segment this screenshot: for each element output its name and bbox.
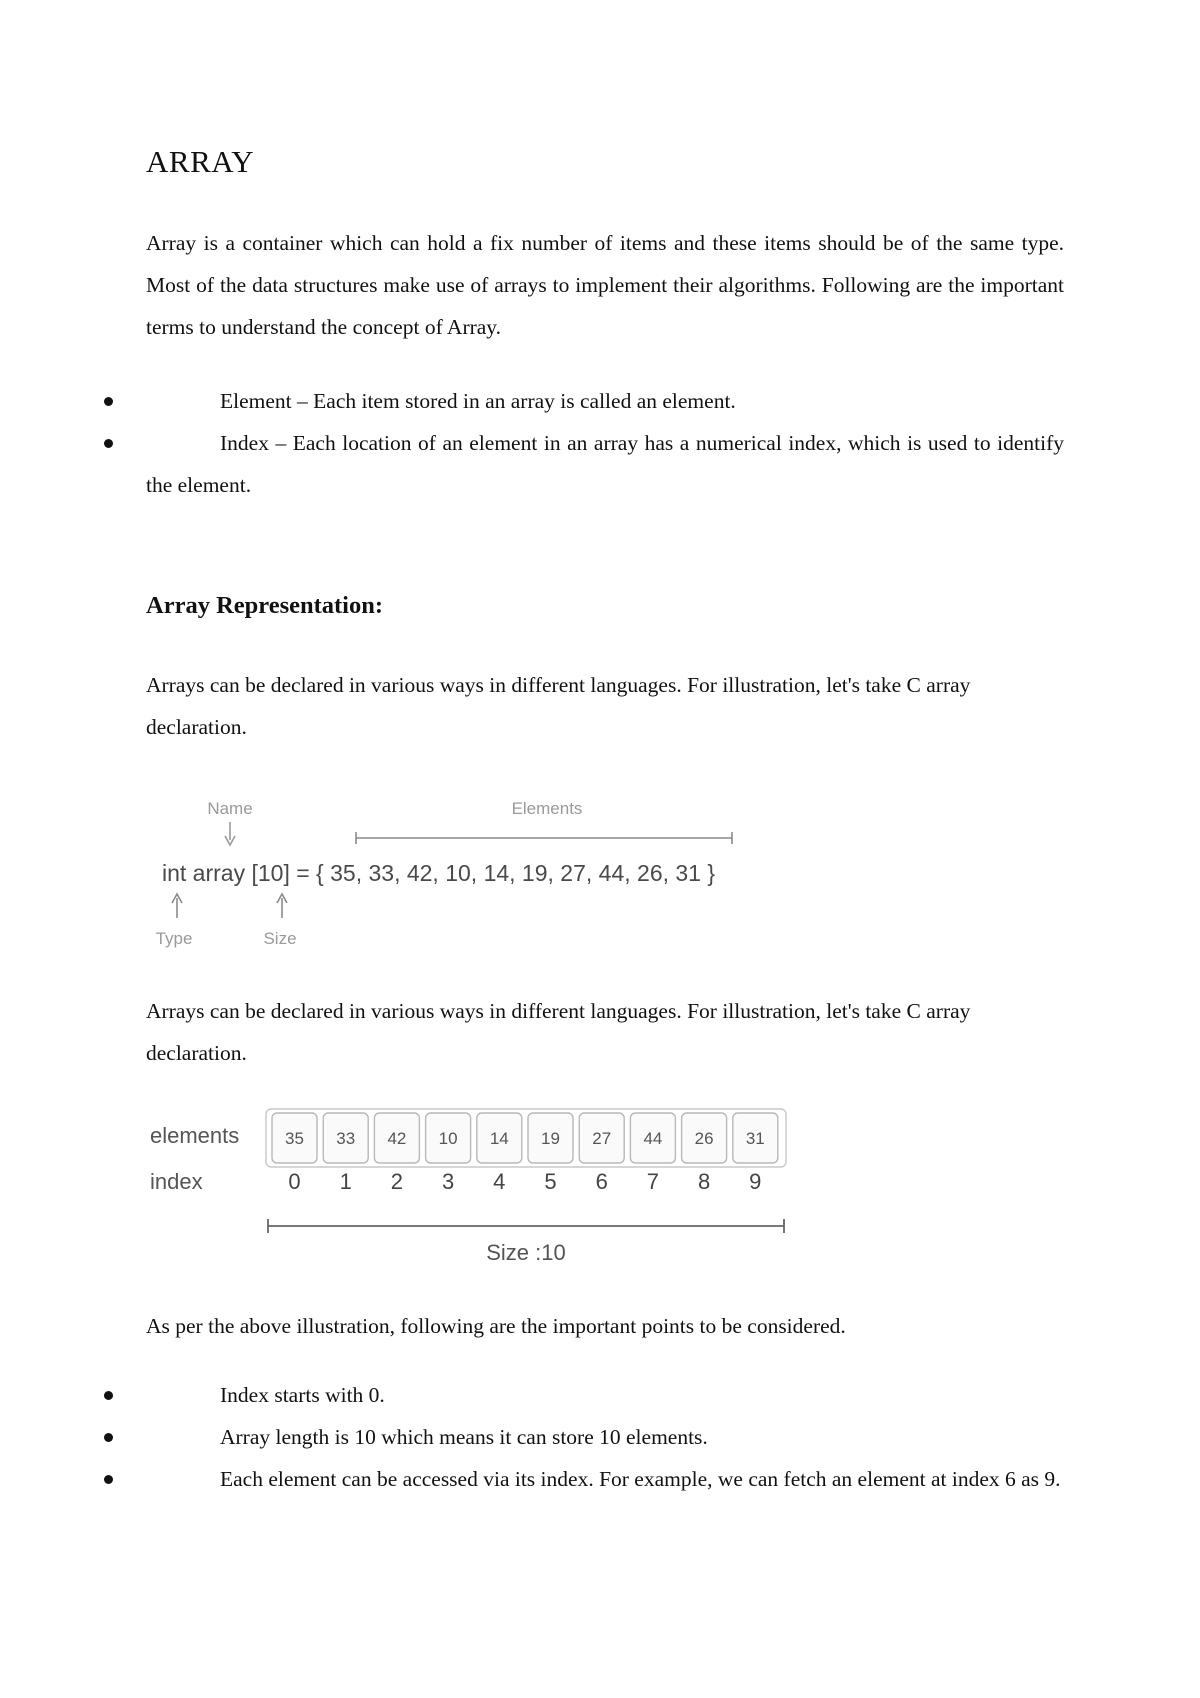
declaration-paragraph-2: Arrays can be declared in various ways in different languages. For illustration, let's take C array declaration. (146, 999, 971, 1065)
section-heading: Array Representation: (146, 592, 384, 619)
array-cell-value: 33 (336, 1129, 356, 1148)
array-index-value: 1 (339, 1169, 352, 1194)
term-element-text: Element – Each item stored in an array is called an element. (220, 389, 736, 413)
list-item (104, 422, 1064, 506)
point-text: Index starts with 0. (220, 1383, 385, 1407)
bullet-icon (104, 1433, 113, 1442)
array-index-value: 5 (544, 1169, 557, 1194)
array-index-value: 0 (288, 1169, 301, 1194)
array-cell-value: 42 (387, 1129, 407, 1148)
list-item (104, 380, 1064, 422)
bullet-icon (104, 439, 113, 448)
array-index-value: 4 (493, 1169, 506, 1194)
array-index-value: 8 (697, 1169, 711, 1194)
array-cell-value: 35 (285, 1129, 304, 1148)
size-label: Size (263, 929, 297, 948)
array-cell-value: 26 (694, 1129, 714, 1148)
elements-row-label: elements (150, 1123, 240, 1148)
array-cell-value: 31 (745, 1129, 765, 1148)
array-cell-value: 27 (592, 1129, 612, 1148)
bullet-icon (104, 1391, 113, 1400)
array-index-value: 9 (749, 1169, 762, 1194)
array-index-value: 6 (595, 1169, 608, 1194)
array-index-value: 3 (441, 1169, 455, 1194)
declaration-paragraph: Arrays can be declared in various ways in different languages. For illustration, let's take C array declaration. (146, 673, 971, 739)
list-item (104, 1374, 1064, 1416)
name-label: Name (207, 799, 253, 818)
array-cell-value: 14 (489, 1129, 509, 1148)
point-text: Array length is 10 which means it can store 10 elements. (220, 1425, 708, 1449)
list-item (104, 1458, 1064, 1500)
intro-paragraph: Array is a container which can hold a fix number of items and these items should be of the same type. Most of the data structures make use of arrays to implement their algorithms. Following are the important terms to understand the concept of Array. (146, 231, 1064, 339)
array-cell-value: 10 (438, 1129, 458, 1148)
page-title: ARRAY (146, 144, 255, 179)
points-intro-paragraph: As per the above illustration, following are the important points to be considered. (146, 1314, 846, 1338)
type-label: Type (155, 929, 193, 948)
array-index-value: 7 (646, 1169, 660, 1194)
array-cell-value: 19 (541, 1129, 560, 1148)
term-index-text: Index – Each location of an element in an array has a numerical index, which is used to identify the element. (146, 431, 1064, 497)
list-item (104, 1416, 1064, 1458)
index-row-label: index (150, 1169, 203, 1194)
array-diagram (140, 1100, 800, 1270)
declaration-diagram (140, 790, 760, 960)
point-text: Each element can be accessed via its index. For example, we can fetch an element at index 6 as 9. (220, 1467, 1061, 1491)
array-index-value: 2 (390, 1169, 404, 1194)
bullet-icon (104, 1475, 113, 1484)
array-size-label: Size :10 (486, 1240, 566, 1265)
bullet-icon (104, 397, 113, 406)
elements-label: Elements (511, 799, 583, 818)
array-cell-value: 44 (643, 1129, 663, 1148)
declaration-code: int array [10] = { 35, 33, 42, 10, 14, 19, 27, 44, 26, 31 } (162, 860, 716, 886)
